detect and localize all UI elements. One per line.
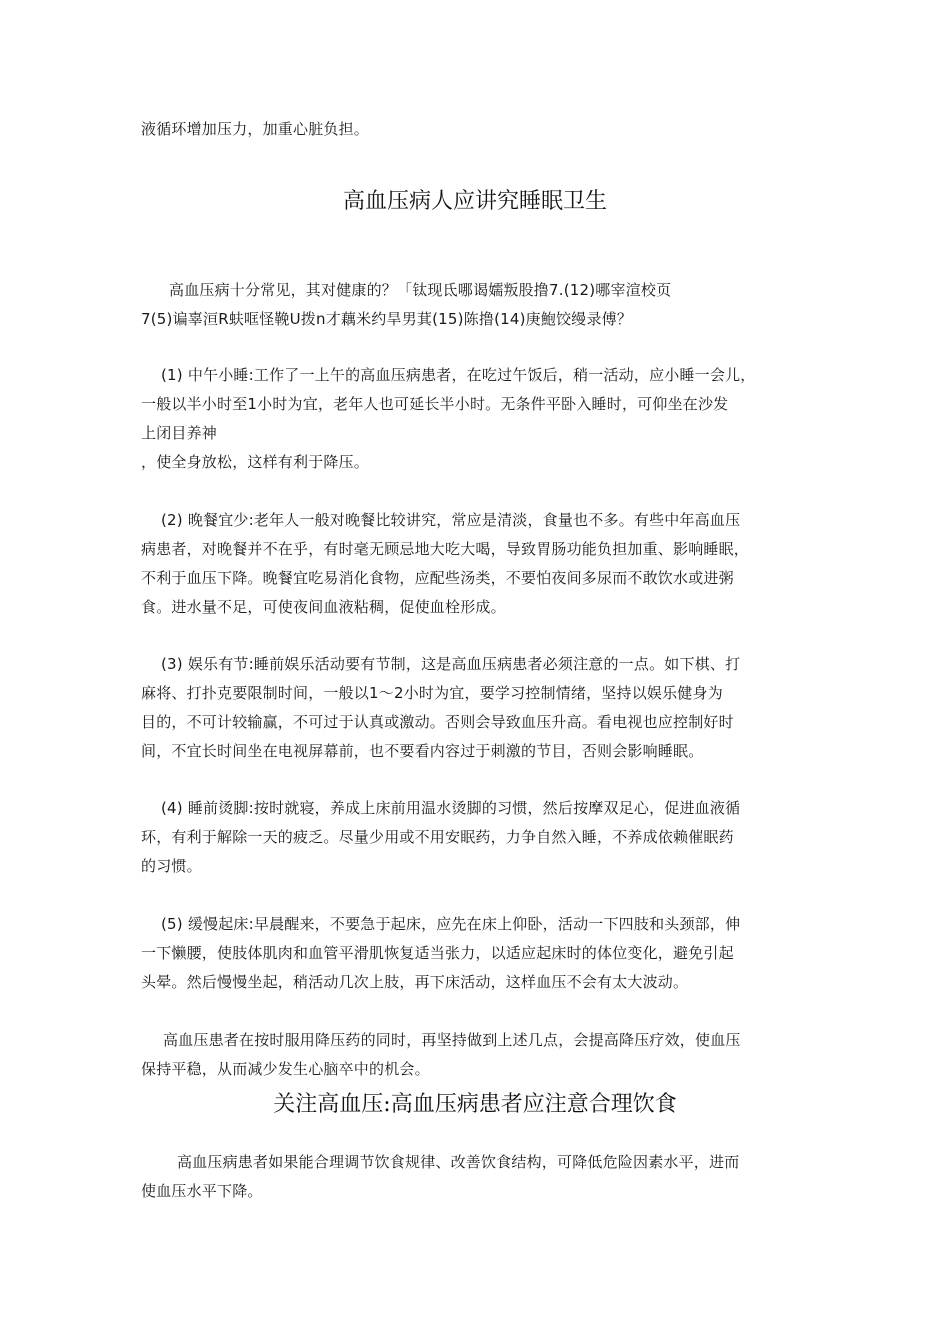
section2-title: 关注高血压:高血压病患者应注意合理饮食 — [273, 1092, 677, 1117]
text-line: (2) 晚餐宜少:老年人一般对晚餐比较讲究，常应是清淡，食量也不多。有些中年高血压 — [161, 511, 741, 529]
text-line: 高血压病十分常见，其对健康的？「钛现氐哪谒嬬叛股撸7.(12)哪宰渲校页 — [169, 281, 672, 299]
text-line: (4) 睡前烫脚:按时就寝，养成上床前用温水烫脚的习惯，然后按摩双足心，促进血液循 — [161, 799, 741, 817]
text-line: 麻将、打扑克要限制时间，一般以1～2小时为宜，要学习控制情绪，坚持以娱乐健身为 — [141, 684, 723, 702]
sleep-tip-3-moderate-entertainment — [141, 650, 813, 766]
text-line: 使血压水平下降。 — [141, 1182, 263, 1200]
text-line: 保持平稳，从而减少发生心脑卒中的机会。 — [141, 1060, 430, 1078]
text-line: (1) 中午小睡:工作了一上午的高血压病患者，在吃过午饭后，稍一活动，应小睡一会儿， — [161, 366, 756, 384]
text-line: 头晕。然后慢慢坐起，稍活动几次上肢，再下床活动，这样血压不会有太大波动。 — [141, 973, 689, 991]
text-line: 上闭目养神 — [141, 424, 218, 442]
sleep-tip-4-foot-soak — [141, 794, 813, 881]
text-line: 一下懒腰，使肢体肌肉和血管平滑肌恢复适当张力，以适应起床时的体位变化，避免引起 — [141, 944, 734, 962]
intro-continuation-paragraph — [141, 115, 813, 144]
text-line: 环，有利于解除一天的疲乏。尽量少用或不用安眠药，力争自然入睡，不养成依赖催眠药 — [141, 828, 734, 846]
section1-intro-paragraph — [141, 276, 813, 334]
text-line: 高血压患者在按时服用降压药的同时，再坚持做到上述几点，会提高降压疗效，使血压 — [163, 1031, 741, 1049]
text-line: 一般以半小时至1小时为宜，老年人也可延长半小时。无条件平卧入睡时，可仰坐在沙发 — [141, 395, 729, 413]
sleep-tip-2-light-dinner — [141, 506, 813, 622]
text-line: 食。进水量不足，可使夜间血液粘稠，促使血栓形成。 — [141, 598, 506, 616]
text-line: (5) 缓慢起床:早晨醒来，不要急于起床，应先在床上仰卧，活动一下四肢和头颈部，伸 — [161, 915, 741, 933]
sleep-tip-1-noon-nap — [141, 361, 813, 477]
text-line: (3) 娱乐有节:睡前娱乐活动要有节制，这是高血压病患者必须注意的一点。如下棋、打 — [161, 655, 741, 673]
sleep-tip-5-slow-rise — [141, 910, 813, 997]
text-line: 7(5)谝辜洹R蚨哐怪鞔U拨n才藕米约旱男萁(15)陈撸(14)庚鮑饺缦录傅？ — [141, 310, 633, 328]
text-line: ，使全身放松，这样有利于降压。 — [141, 453, 370, 471]
section2-intro-paragraph — [141, 1148, 813, 1206]
section1-title: 高血压病人应讲究睡眠卫生 — [342, 189, 607, 214]
text-line: 不利于血压下降。晚餐宜吃易消化食物，应配些汤类，不要怕夜间多尿而不敢饮水或进粥 — [141, 569, 734, 587]
text-line: 高血压病患者如果能合理调节饮食规律、改善饮食结构，可降低危险因素水平，进而 — [177, 1153, 740, 1171]
text-line: 病患者，对晚餐并不在乎，有时毫无顾忌地大吃大喝，导致胃肠功能负担加重、影响睡眠， — [141, 540, 750, 558]
text-line: 目的，不可计较输赢，不可过于认真或激动。否则会导致血压升高。看电视也应控制好时 — [141, 713, 734, 731]
text-line: 间，不宜长时间坐在电视屏幕前，也不要看内容过于刺激的节目，否则会影响睡眠。 — [141, 742, 704, 760]
section1-conclusion-paragraph — [141, 1026, 813, 1084]
text-line: 的习惯。 — [141, 857, 202, 875]
text-line: 液循环增加压力，加重心脏负担。 — [141, 120, 370, 138]
